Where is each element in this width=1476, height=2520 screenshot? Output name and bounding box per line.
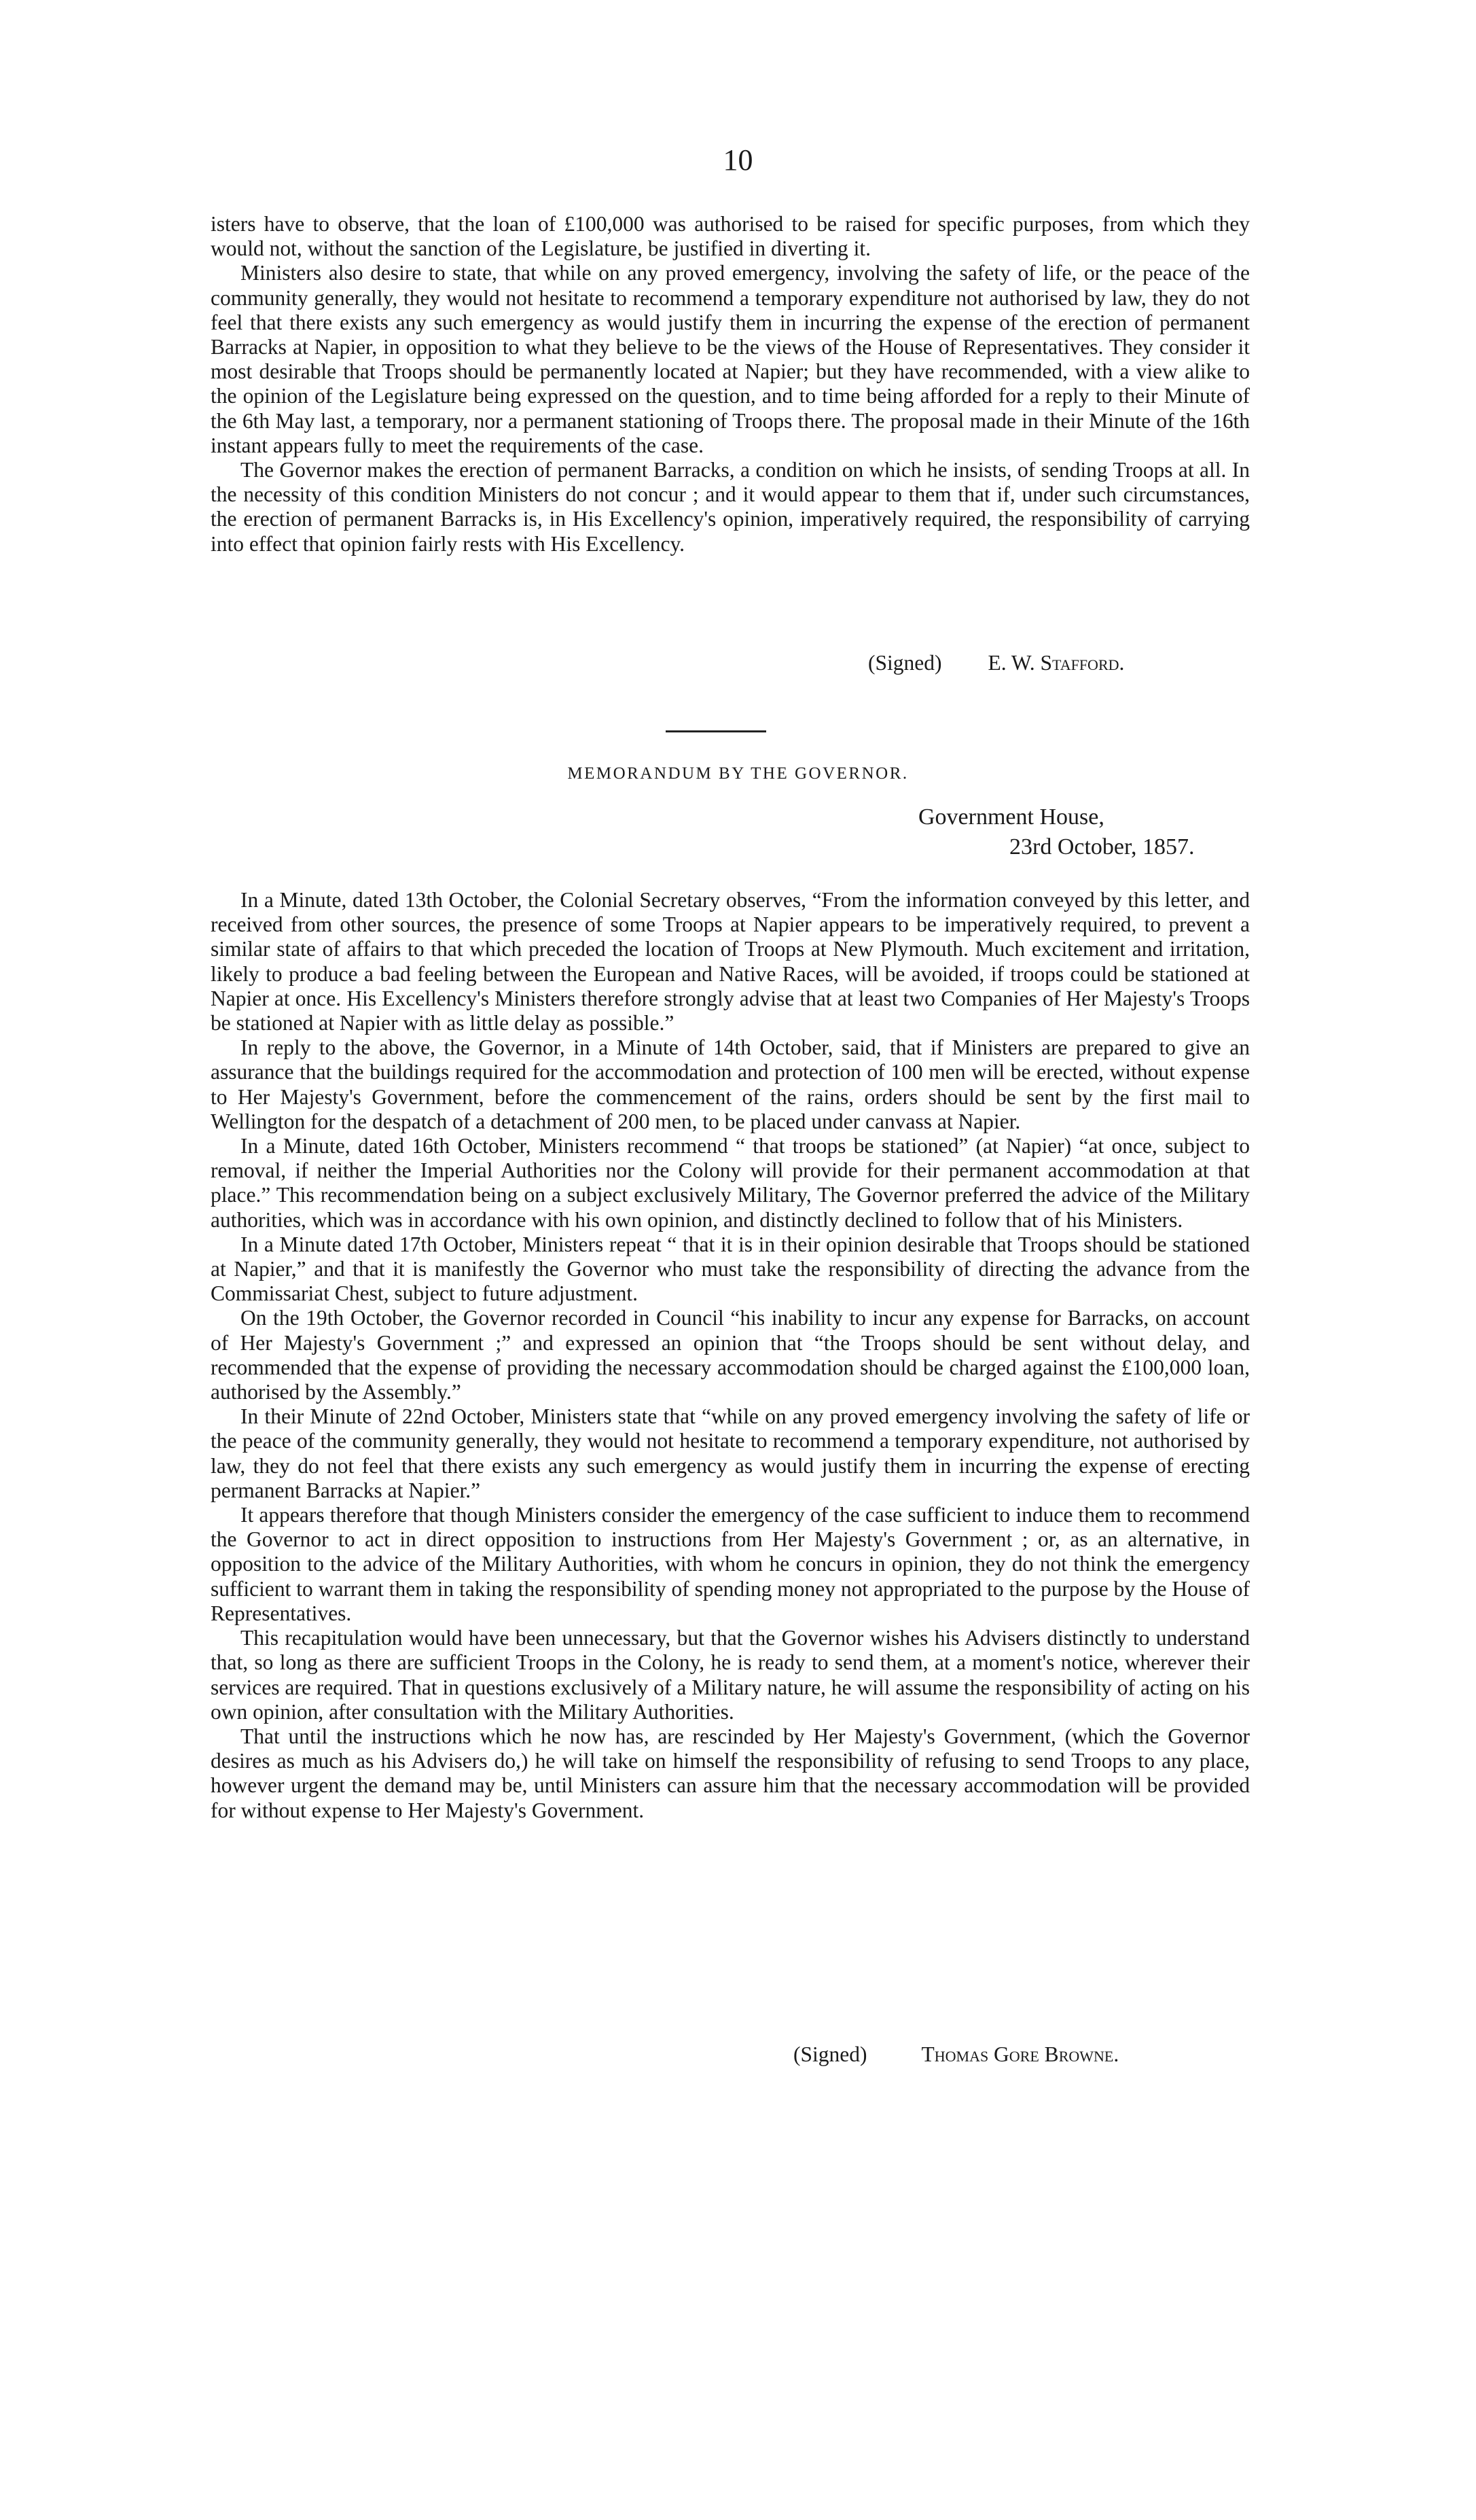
signed-mark: (Signed) xyxy=(868,651,942,675)
minute-continuation xyxy=(211,212,1250,556)
paragraph: In a Minute, dated 16th October, Ministers recommend “ that troops be stationed” (at Napier) “at once, subject to removal, if neither the Imperial Authorities nor the Colony will provide for their permanent accommodation at that place.” This recommendation being on a subject exclusively Military, The Governor preferred the advice of the Military authorities, which was in accordance with his own opinion, and distinctly declined to follow that of his Ministers. xyxy=(211,1134,1250,1232)
memo-place: Government House, xyxy=(918,804,1104,830)
signed-mark: (Signed) xyxy=(793,2042,867,2066)
section-divider xyxy=(666,730,766,732)
paragraph: In a Minute, dated 13th October, the Colonial Secretary observes, “From the information conveyed by this letter, and received from other sources, the presence of some Troops at Napier appears to be imperatively required, to prevent a similar state of affairs to that which preceded the location of Troops at New Plymouth. Much excitement and irritation, likely to produce a bad feeling between the European and Native Races, will be avoided, if troops could be stationed at Napier at once. His Excellency's Ministers therefore strongly advise that at least two Companies of Her Majesty's Troops be stationed at Napier with as little delay as possible.” xyxy=(211,888,1250,1035)
paragraph: In their Minute of 22nd October, Ministers state that “while on any proved emergency involving the safety of life or the peace of the community generally, they would not hesitate to recommend a temporary expenditure, not authorised by law, they do not feel that there exists any such emergency as would justify them in incurring the expense of erecting permanent Barracks at Napier.” xyxy=(211,1404,1250,1502)
paragraph: isters have to observe, that the loan of £100,000 was authorised to be raised for specific purposes, from which they would not, without the sanction of the Legislature, be justified in diverting it. xyxy=(211,212,1250,261)
memo-date: 23rd October, 1857. xyxy=(1009,834,1195,859)
signatory-name: Thomas Gore Browne. xyxy=(921,2042,1119,2066)
paragraph: Ministers also desire to state, that while on any proved emergency, involving the safety of life, or the peace of the community generally, they would not hesitate to recommend a temporary expenditure not authorised by law, they do not feel that there exists any such emergency as would justify them in incurring the expense of the erection of permanent Barracks at Napier, in opposition to what they believe to be the views of the House of Representatives. They consider it most desirable that Troops should be permanently located at Napier; but they have recommended, with a view alike to the opinion of the Legislature being expressed on the question, and to time being afforded for a reply to their Minute of the 6th May last, a temporary, nor a permanent stationing of Troops there. The proposal made in their Minute of the 16th instant appears fully to meet the requirements of the case. xyxy=(211,261,1250,457)
paragraph: This recapitulation would have been unnecessary, but that the Governor wishes his Advisers distinctly to understand that, so long as there are sufficient Troops in the Colony, he is ready to send them, at a moment's notice, wherever their services are required. That in questions exclusively of a Military nature, he will assume the responsibility of acting on his own opinion, after consultation with the Military Authorities. xyxy=(211,1626,1250,1724)
paragraph: On the 19th October, the Governor recorded in Council “his inability to incur any expense for Barracks, on account of Her Majesty's Government ;” and expressed an opinion that “the Troops should be sent without delay, and recommended that the expense of providing the necessary accommodation should be charged against the £100,000 loan, authorised by the Assembly.” xyxy=(211,1306,1250,1404)
memo-heading: MEMORANDUM BY THE GOVERNOR. xyxy=(567,764,909,783)
signature-browne xyxy=(793,2042,1119,2067)
signatory-name: E. W. Stafford. xyxy=(988,651,1125,675)
signature-stafford xyxy=(868,651,1124,675)
paragraph: In reply to the above, the Governor, in a Minute of 14th October, said, that if Ministers are prepared to give an assurance that the buildings required for the accommodation and protection of 100 men will be erected, without expense to Her Majesty's Government, before the commencement of the rains, orders should be sent by the first mail to Wellington for the despatch of a detachment of 200 men, to be placed under canvass at Napier. xyxy=(211,1035,1250,1133)
paragraph: That until the instructions which he now has, are rescinded by Her Majesty's Government, (which the Governor desires as much as his Advisers do,) he will take on himself the responsibility of refusing to send Troops to any place, however urgent the demand may be, until Ministers can assure him that the necessary accommodation will be provided for without expense to Her Majesty's Government. xyxy=(211,1724,1250,1822)
page-number: 10 xyxy=(723,143,753,177)
paragraph: In a Minute dated 17th October, Ministers repeat “ that it is in their opinion desirable that Troops should be stationed at Napier,” and that it is manifestly the Governor who must take the responsibility of directing the advance from the Commissariat Chest, subject to future adjustment. xyxy=(211,1232,1250,1306)
paragraph: It appears therefore that though Ministers consider the emergency of the case sufficient to induce them to recommend the Governor to act in direct opposition to instructions from Her Majesty's Government ; or, as an alternative, in opposition to the advice of the Military Authorities, with whom he concurs in opinion, they do not think the emergency sufficient to warrant them in taking the responsibility of spending money not appropriated to the purpose by the House of Representatives. xyxy=(211,1503,1250,1625)
paragraph: The Governor makes the erection of permanent Barracks, a condition on which he insists, of sending Troops at all. In the necessity of this condition Ministers do not concur ; and it would appear to them that if, under such circumstances, the erection of permanent Barracks is, in His Excellency's opinion, imperatively required, the responsibility of carrying into effect that opinion fairly rests with His Excellency. xyxy=(211,458,1250,556)
memorandum-body xyxy=(211,888,1250,1823)
